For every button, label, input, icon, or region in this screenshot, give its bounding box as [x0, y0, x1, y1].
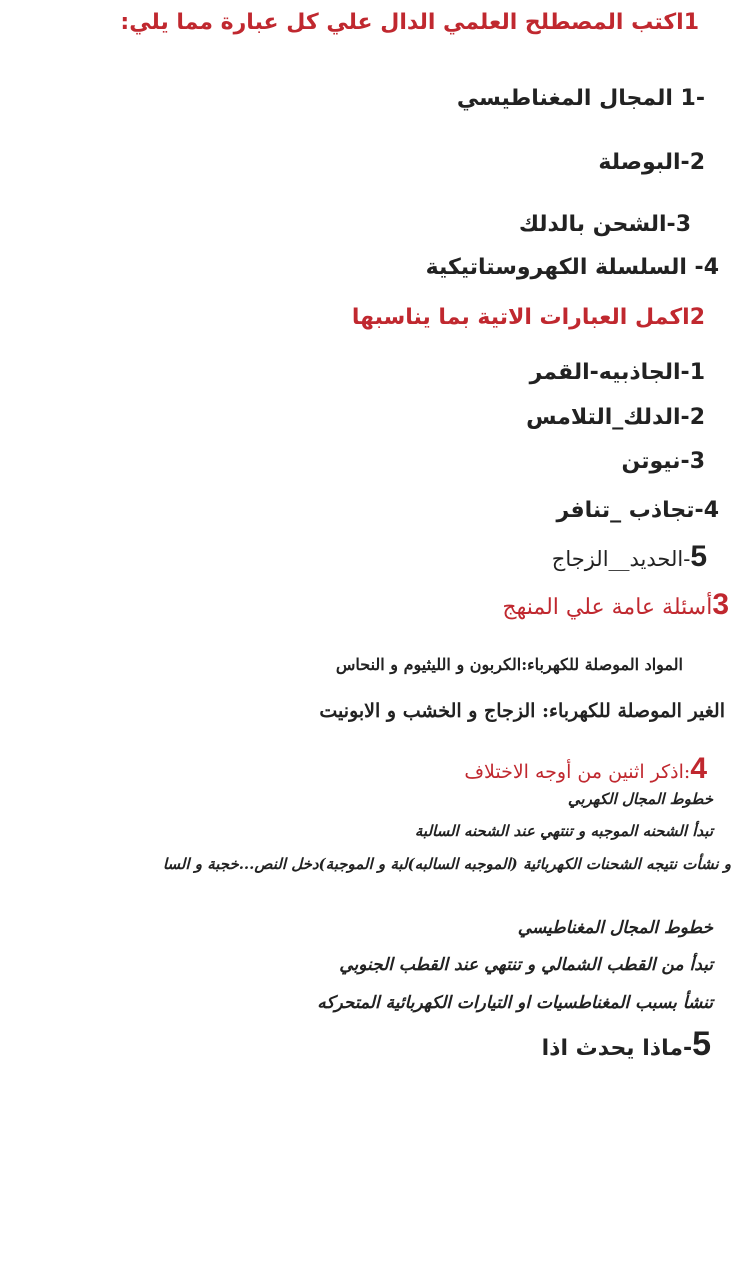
section1-item-4: 4- السلسلة الكهروستاتيكية	[425, 255, 719, 280]
section3-line-2: الغير الموصلة للكهرباء: الزجاج و الخشب و الابونيت	[319, 700, 725, 722]
section2-item-4: 4-تجاذب _تنافر	[556, 498, 719, 523]
section5-number: 5	[692, 1025, 711, 1063]
electric-field-line-2: و نشأت نتيجه الشحنات الكهربائية (الموجبه السالبه)لبة و الموجبة)دخل النص...خجبة و السا	[162, 855, 731, 873]
section2-item-3: 3-نيوتن	[621, 449, 705, 474]
section2-item-5	[552, 540, 707, 574]
section2-item-5-text: -الحديد__الزجاج	[551, 547, 691, 571]
section1-item-1: -1 المجال المغناطيسي	[456, 86, 705, 111]
section3-title: أسئلة عامة علي المنهج	[502, 595, 713, 620]
section5-question	[542, 1025, 711, 1064]
section1-heading: 1اكتب المصطلح العلمي الدال علي كل عبارة مما يلي:	[120, 10, 699, 35]
section2-heading: 2اكمل العبارات الاتية بما يناسبها	[351, 305, 705, 330]
section1-item-2: 2-البوصلة	[598, 150, 705, 175]
section4-heading	[464, 752, 707, 786]
section2-item-5-number: 5	[690, 540, 707, 573]
section3-line-1: المواد الموصلة للكهرباء:الكربون و الليثيوم و النحاس	[335, 655, 683, 674]
section4-title: :اذكر اثنين من أوجه الاختلاف	[464, 761, 691, 783]
electric-field-title: خطوط المجال الكهربي	[567, 790, 713, 808]
magnetic-field-title: خطوط المجال المغناطيسي	[517, 918, 713, 938]
magnetic-field-line-2: تنشأ بسبب المغناطسيات او التيارات الكهربائية المتحركه	[317, 993, 713, 1013]
section2-item-2: 2-الدلك_التلامس	[526, 405, 705, 430]
section1-item-3: 3-الشحن بالدلك	[518, 212, 691, 237]
section4-number: 4	[690, 752, 707, 785]
electric-field-line-1: تبدأ الشحنه الموجبه و تنتهي عند الشحنه السالبة	[414, 822, 713, 840]
section3-heading	[502, 588, 729, 622]
section5-text: -ماذا يحدث اذا	[541, 1036, 693, 1061]
section3-number: 3	[712, 588, 729, 621]
section2-item-1: 1-الجاذبيه-القمر	[529, 360, 705, 385]
magnetic-field-line-1: تبدأ من القطب الشمالي و تنتهي عند القطب الجنوبي	[339, 955, 713, 975]
